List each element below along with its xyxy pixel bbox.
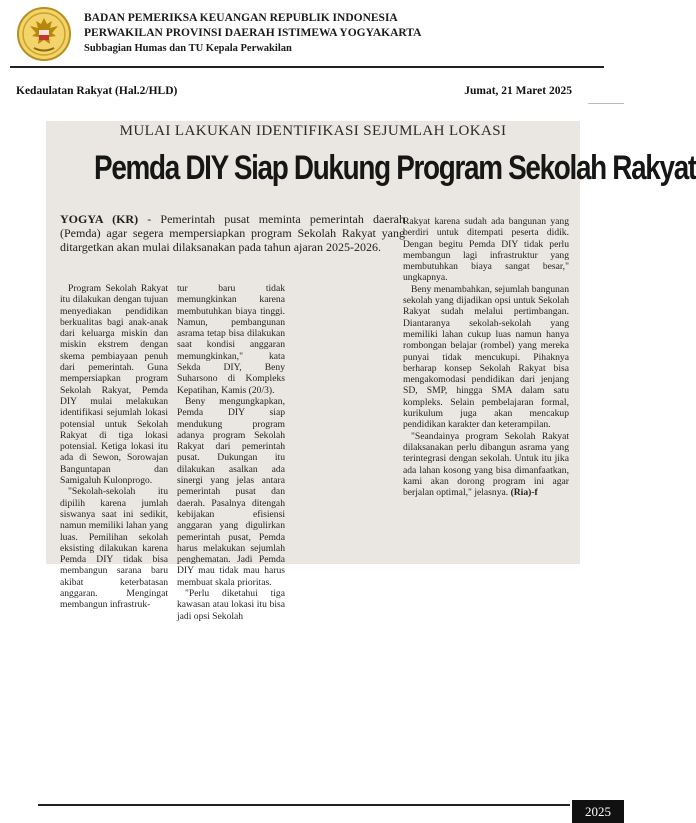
article-column-2 xyxy=(177,283,285,622)
lead-dateline: YOGYA (KR) xyxy=(60,212,139,226)
side-divider xyxy=(588,103,624,104)
paragraph: "Sekolah-sekolah itu dipilih karena jumlah siswanya saat ini sedikit, namun memiliki lahan yang luas. Pemilihan sekolah eksisting dilakukan karena Pemda DIY tidak bisa membangun sarana baru akibat keterbatasan anggaran. Mengingat membangun infrastruk- xyxy=(60,486,168,611)
paragraph-text: "Seandainya program Sekolah Rakyat dilaksanakan perlu dibangun asrama yang terintegrasi dengan sekolah. Untuk itu jika ada lahan kosong yang bisa dimanfaatkan, kami akan dorong program ini agar berjalan optimal," jelasnya. xyxy=(403,430,569,499)
author-signoff: (Ria)-f xyxy=(510,487,538,499)
article-column-1 xyxy=(60,283,168,611)
paragraph: Beny mengungkapkan, Pemda DIY siap mendukung program adanya program Sekolah Rakyat dari pemerintah pusat. Dukungan itu dilakukan asalkan ada sinergi yang jelas antara pemerintah pusat dan daerah. Pasalnya ditengah kebijakan efisiensi anggaran yang digulirkan pemerintah pusat, Pemda harus melakukan sejumlah penghematan. Jadi Pemda DIY mau tidak mau harus membuat skala prioritas. xyxy=(177,395,285,588)
newspaper-clipping xyxy=(46,121,696,622)
article-headline: Pemda DIY Siap Dukung Program Sekolah Rakyat xyxy=(94,149,696,187)
paragraph: "Perlu diketahui tiga kawasan atau lokasi itu bisa jadi opsi Sekolah xyxy=(177,588,285,622)
article-lead xyxy=(60,212,405,255)
paragraph: Beny menambahkan, sejumlah bangunan sekolah yang dijadikan opsi untuk Sekolah Rakyat sudah melalui pertimbangan. Diantaranya sekolah-sekolah yang memiliki lahan cukup luas namun hanya rombongan belajar (rombel) yang mereka punyai tidak mencukupi. Pihaknya berharap konsep Sekolah Rakyat bisa mengakomodasi pendidikan dari jenjang SD, SMP, hingga SMA dalam satu kompleks. Selain pembelajaran formal, kurikulum juga akan mencakup pendidikan karakter dan keterampilan. xyxy=(403,283,569,431)
org-subdivision: Subbagian Humas dan TU Kepala Perwakilan xyxy=(84,43,292,54)
lead-text: - Pemerintah pusat meminta pemerintah daerah (Pemda) agar segera mempersiapkan program Sekolah Rakyat yang ditargetkan akan mulai dilaksanakan pada tahun ajaran 2025-2026. xyxy=(60,212,405,255)
article-kicker: MULAI LAKUKAN IDENTIFIKASI SEJUMLAH LOKASI xyxy=(119,123,507,139)
organization-header xyxy=(84,11,421,56)
paragraph: Program Sekolah Rakyat itu dilakukan dengan tujuan menyediakan pendidikan berkualitas bagi anak-anak dari keluarga miskin dan miskin ekstrem dengan skema pembiayaan penuh dari pemerintah. Guna mempersiapkan program Sekolah Rakyat, Pemda DIY mulai melakukan identifikasi sejumlah lokasi potensial untuk Sekolah Rakyat di tiga lokasi potensial. Ketiga lokasi itu ada di Sewon, Sorowajan Banguntapan dan Samigaluh Kulonprogo. xyxy=(60,283,168,487)
publication-date: Jumat, 21 Maret 2025 xyxy=(464,85,572,97)
org-name-line2: PERWAKILAN PROVINSI DAERAH ISTIMEWA YOGYAKARTA xyxy=(84,27,422,39)
org-name-line1: BADAN PEMERIKSA KEUANGAN REPUBLIK INDONESIA xyxy=(84,12,398,24)
garuda-emblem-icon xyxy=(16,6,72,62)
header-divider xyxy=(10,66,604,68)
footer-year-badge: 2025 xyxy=(572,800,624,823)
paragraph: tur baru tidak memungkinkan karena membutuhkan biaya tinggi. Namun, pembangunan asrama tetap bisa dilakukan saat kondisi anggaran memungkinkan," kata Sekda DIY, Beny Suharsono di Kompleks Kepatihan, Kamis (20/3). xyxy=(177,283,285,396)
paragraph xyxy=(403,431,569,499)
footer-divider xyxy=(38,804,570,806)
publication-source: Kedaulatan Rakyat (Hal.2/HLD) xyxy=(16,85,178,97)
article-column-3 xyxy=(403,216,569,498)
paragraph: Rakyat karena sudah ada bangunan yang berdiri untuk ditempati peserta didik. Dengan begitu Pemda DIY tidak perlu membangun lagi infrastruktur yang membutuhkan biaya sangat besar," ungkapnya. xyxy=(403,216,569,284)
